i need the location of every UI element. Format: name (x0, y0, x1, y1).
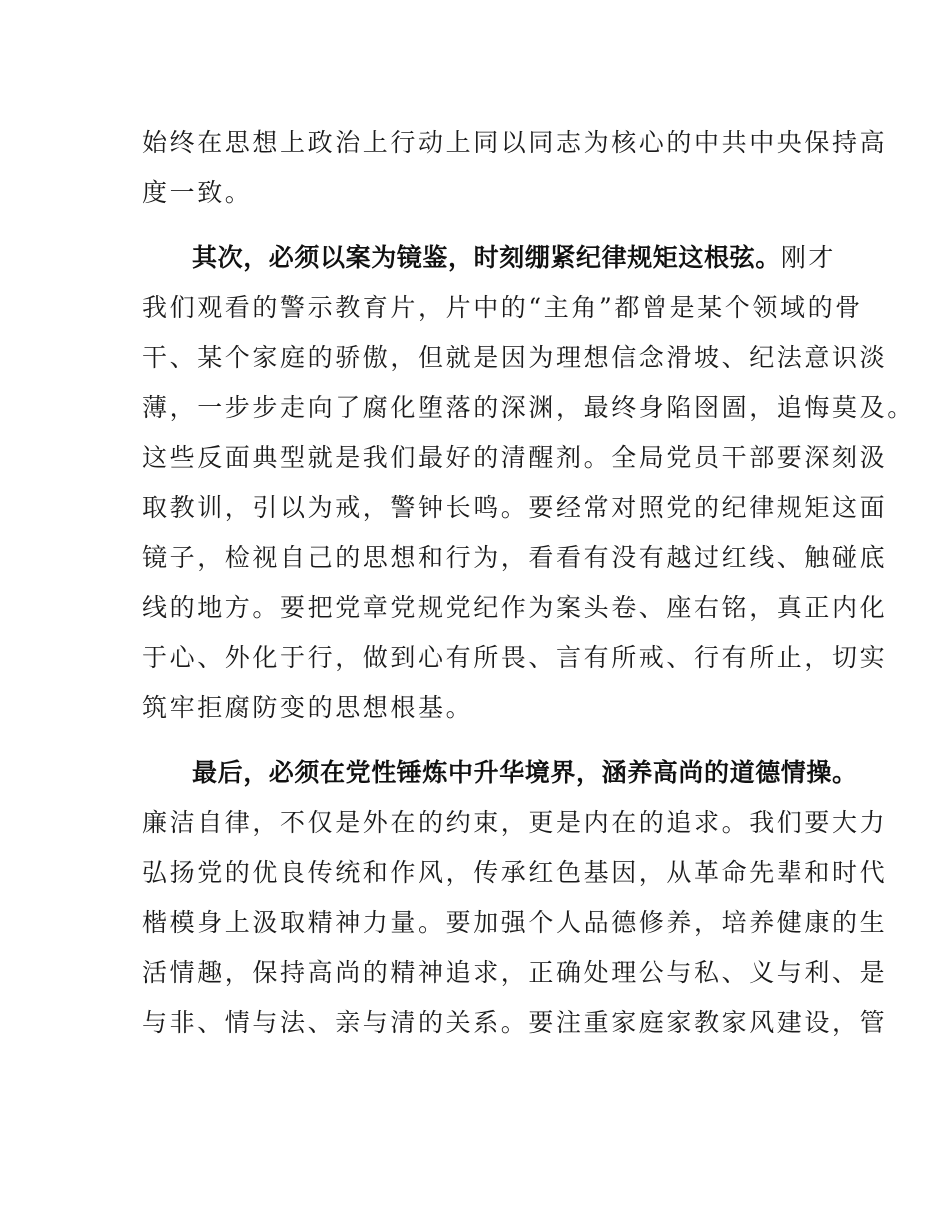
section-heading: 其次，必须以案为镜鉴，时刻绷紧纪律规矩这根弦。 (192, 243, 781, 272)
text-line: 取教训，引以为戒，警钟长鸣。要经常对照党的纪律规矩这面 (142, 493, 888, 522)
section-heading: 最后，必须在党性锤炼中升华境界，涵养高尚的道德情操。 (192, 758, 858, 787)
text-line: 弘扬党的优良传统和作风，传承红色基因，从革命先辈和时代 (142, 858, 888, 887)
text-line: 干、某个家庭的骄傲，但就是因为理想信念滑坡、纪法意识淡 (142, 343, 888, 372)
text-line: 薄，一步步走向了腐化堕落的深渊，最终身陷囹圄，追悔莫及。 (142, 393, 915, 422)
text-line: 这些反面典型就是我们最好的清醒剂。全局党员干部要深刻汲 (142, 443, 888, 472)
text-line: 活情趣，保持高尚的精神追求，正确处理公与私、义与利、是 (142, 958, 888, 987)
text-line: 筑牢拒腐防变的思想根基。 (142, 693, 474, 722)
text-line: 始终在思想上政治上行动上同以同志为核心的中共中央保持高 (142, 128, 888, 157)
text-line: 度一致。 (142, 178, 253, 207)
text-line: 廉洁自律，不仅是外在的约束，更是内在的追求。我们要大力 (142, 808, 888, 837)
text-line: 我们观看的警示教育片，片中的“主角”都曾是某个领域的骨 (142, 293, 863, 322)
paragraph-first-line (192, 243, 836, 273)
text-line: 镜子，检视自己的思想和行为，看看有没有越过红线、触碰底 (142, 543, 888, 572)
text-line: 于心、外化于行，做到心有所畏、言有所戒、行有所止，切实 (142, 643, 888, 672)
text-line: 楷模身上汲取精神力量。要加强个人品德修养，培养健康的生 (142, 908, 888, 937)
text-run: 刚才 (780, 243, 837, 272)
text-line: 与非、情与法、亲与清的关系。要注重家庭家教家风建设，管 (142, 1008, 888, 1037)
paragraph-first-line (192, 758, 858, 788)
text-line: 线的地方。要把党章党规党纪作为案头卷、座右铭，真正内化 (142, 593, 888, 622)
